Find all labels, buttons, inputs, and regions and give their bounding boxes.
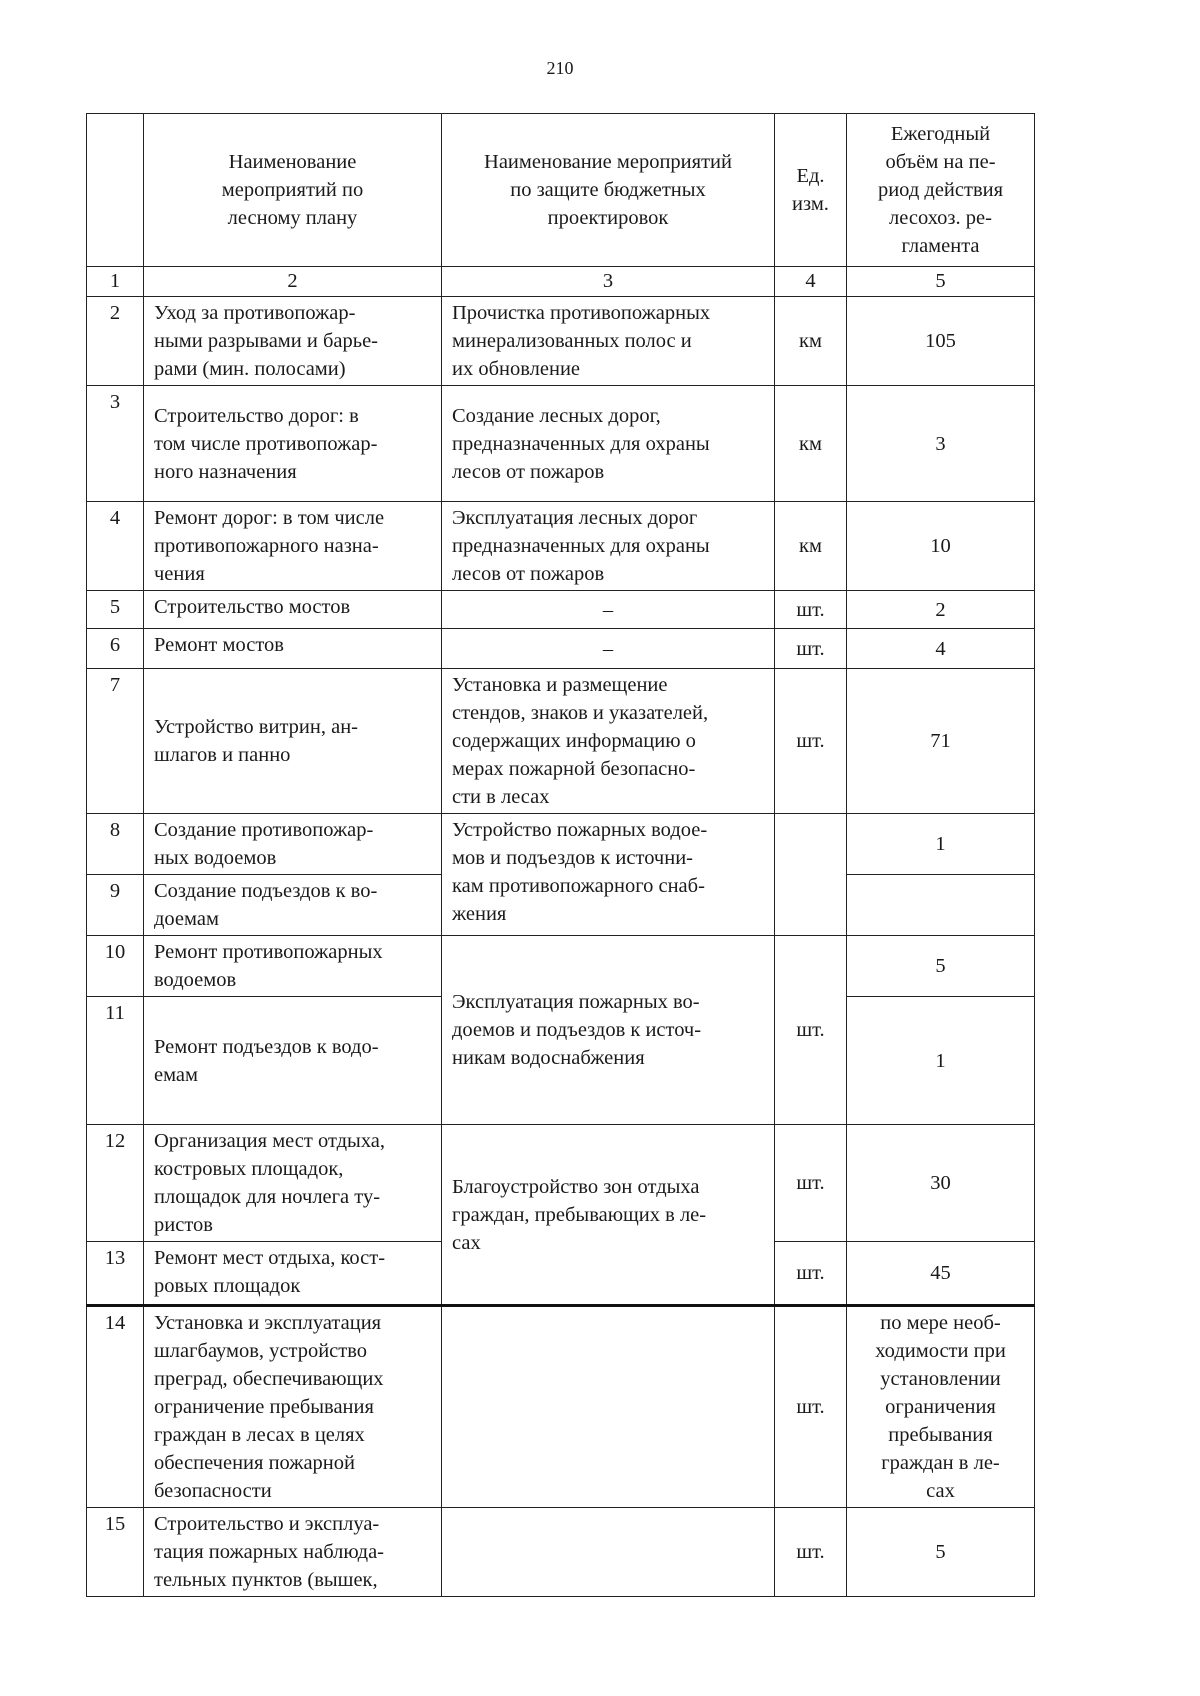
forest-plan-measure: Строительство и эксплуа- тация пожарных наблюда- тельных пунктов (вышек,: [144, 1508, 442, 1597]
annual-volume: 5: [847, 1508, 1035, 1597]
row-number: 3: [87, 386, 144, 502]
row-number: 2: [87, 297, 144, 386]
budget-measure: –: [442, 591, 775, 629]
header-cell-unit: Ед. изм.: [775, 114, 847, 267]
forest-plan-measure: Создание противопожар- ных водоемов: [144, 814, 442, 875]
forest-plan-measure: Ремонт противопожарных водоемов: [144, 936, 442, 997]
row-number: 15: [87, 1508, 144, 1597]
unit: км: [775, 502, 847, 591]
budget-measure: [442, 1508, 775, 1597]
unit: шт.: [775, 591, 847, 629]
row-number: 10: [87, 936, 144, 997]
budget-measure: Прочистка противопожарных минерализованных полос и их обновление: [442, 297, 775, 386]
row-number: 7: [87, 669, 144, 814]
forest-plan-measure: Ремонт мест отдыха, кост- ровых площадок: [144, 1242, 442, 1306]
header-cell-number: [87, 114, 144, 267]
forest-plan-measure: Строительство мостов: [144, 591, 442, 629]
unit: шт.: [775, 1508, 847, 1597]
annual-volume: 5: [847, 936, 1035, 997]
row-number: 13: [87, 1242, 144, 1306]
forest-fire-measures-table: [86, 113, 1035, 1597]
annual-volume: 30: [847, 1125, 1035, 1242]
row-number: 5: [87, 591, 144, 629]
annual-volume: 10: [847, 502, 1035, 591]
column-number: 4: [775, 267, 847, 297]
row-number: 6: [87, 629, 144, 669]
budget-measure: Устройство пожарных водое- мов и подъездов к источни- кам противопожарного снаб- жения: [442, 814, 775, 936]
column-number: 3: [442, 267, 775, 297]
forest-plan-measure: Строительство дорог: в том числе противопожар- ного назначения: [144, 386, 442, 502]
table-header-row: [87, 114, 1035, 267]
column-number: 5: [847, 267, 1035, 297]
budget-measure: [442, 1306, 775, 1508]
unit: [775, 814, 847, 936]
forest-plan-measure: Уход за противопожар- ными разрывами и барье- рами (мин. полосами): [144, 297, 442, 386]
unit: шт.: [775, 629, 847, 669]
unit: шт.: [775, 936, 847, 1125]
budget-measure: Эксплуатация лесных дорог предназначенных для охраны лесов от пожаров: [442, 502, 775, 591]
unit: шт.: [775, 1242, 847, 1306]
table-row: [87, 502, 1035, 591]
column-numbers-row: [87, 267, 1035, 297]
forest-plan-measure: Устройство витрин, ан- шлагов и панно: [144, 669, 442, 814]
forest-plan-measure: Ремонт подъездов к водо- емам: [144, 997, 442, 1125]
annual-volume: 3: [847, 386, 1035, 502]
table-row: [87, 591, 1035, 629]
annual-volume: 45: [847, 1242, 1035, 1306]
forest-plan-measure: Организация мест отдыха, костровых площадок, площадок для ночлега ту- ристов: [144, 1125, 442, 1242]
page-number: 210: [546, 58, 574, 78]
row-number: 9: [87, 875, 144, 936]
header-cell-budget-measures: Наименование мероприятий по защите бюджетных проектировок: [442, 114, 775, 267]
table-row: [87, 814, 1035, 875]
unit: шт.: [775, 1125, 847, 1242]
budget-measure: Благоустройство зон отдыха граждан, пребывающих в ле- сах: [442, 1125, 775, 1306]
annual-volume: 71: [847, 669, 1035, 814]
forest-plan-measure: Создание подъездов к во- доемам: [144, 875, 442, 936]
header-cell-annual-volume: Ежегодный объём на пе- риод действия лесохоз. ре- гламента: [847, 114, 1035, 267]
unit: км: [775, 386, 847, 502]
unit: шт.: [775, 1306, 847, 1508]
budget-measure: –: [442, 629, 775, 669]
annual-volume: по мере необ- ходимости при установлении ограничения пребывания граждан в ле- сах: [847, 1306, 1035, 1508]
row-number: 14: [87, 1306, 144, 1508]
table-row: [87, 1508, 1035, 1597]
forest-plan-measure: Ремонт дорог: в том числе противопожарного назна- чения: [144, 502, 442, 591]
table-row: [87, 936, 1035, 997]
forest-plan-measure: Установка и эксплуатация шлагбаумов, устройство преград, обеспечивающих ограничение пребывания граждан в лесах в целях обеспечения пожарной безопасности: [144, 1306, 442, 1508]
row-number: 4: [87, 502, 144, 591]
table-row: [87, 1125, 1035, 1242]
column-number: 1: [87, 267, 144, 297]
row-number: 12: [87, 1125, 144, 1242]
table-row: [87, 386, 1035, 502]
column-number: 2: [144, 267, 442, 297]
budget-measure: Создание лесных дорог, предназначенных для охраны лесов от пожаров: [442, 386, 775, 502]
annual-volume: 1: [847, 997, 1035, 1125]
header-cell-forest-plan-measures: Наименование мероприятий по лесному плану: [144, 114, 442, 267]
table-row: [87, 629, 1035, 669]
budget-measure: Установка и размещение стендов, знаков и указателей, содержащих информацию о мерах пожарной безопасно- сти в лесах: [442, 669, 775, 814]
row-number: 11: [87, 997, 144, 1125]
annual-volume: 1: [847, 814, 1035, 875]
budget-measure: Эксплуатация пожарных во- доемов и подъездов к источ- никам водоснабжения: [442, 936, 775, 1125]
annual-volume: 4: [847, 629, 1035, 669]
annual-volume: 105: [847, 297, 1035, 386]
table-row: [87, 669, 1035, 814]
forest-plan-measure: Ремонт мостов: [144, 629, 442, 669]
unit: км: [775, 297, 847, 386]
unit: шт.: [775, 669, 847, 814]
row-number: 8: [87, 814, 144, 875]
table-row: [87, 1306, 1035, 1508]
annual-volume: [847, 875, 1035, 936]
table-row: [87, 297, 1035, 386]
annual-volume: 2: [847, 591, 1035, 629]
